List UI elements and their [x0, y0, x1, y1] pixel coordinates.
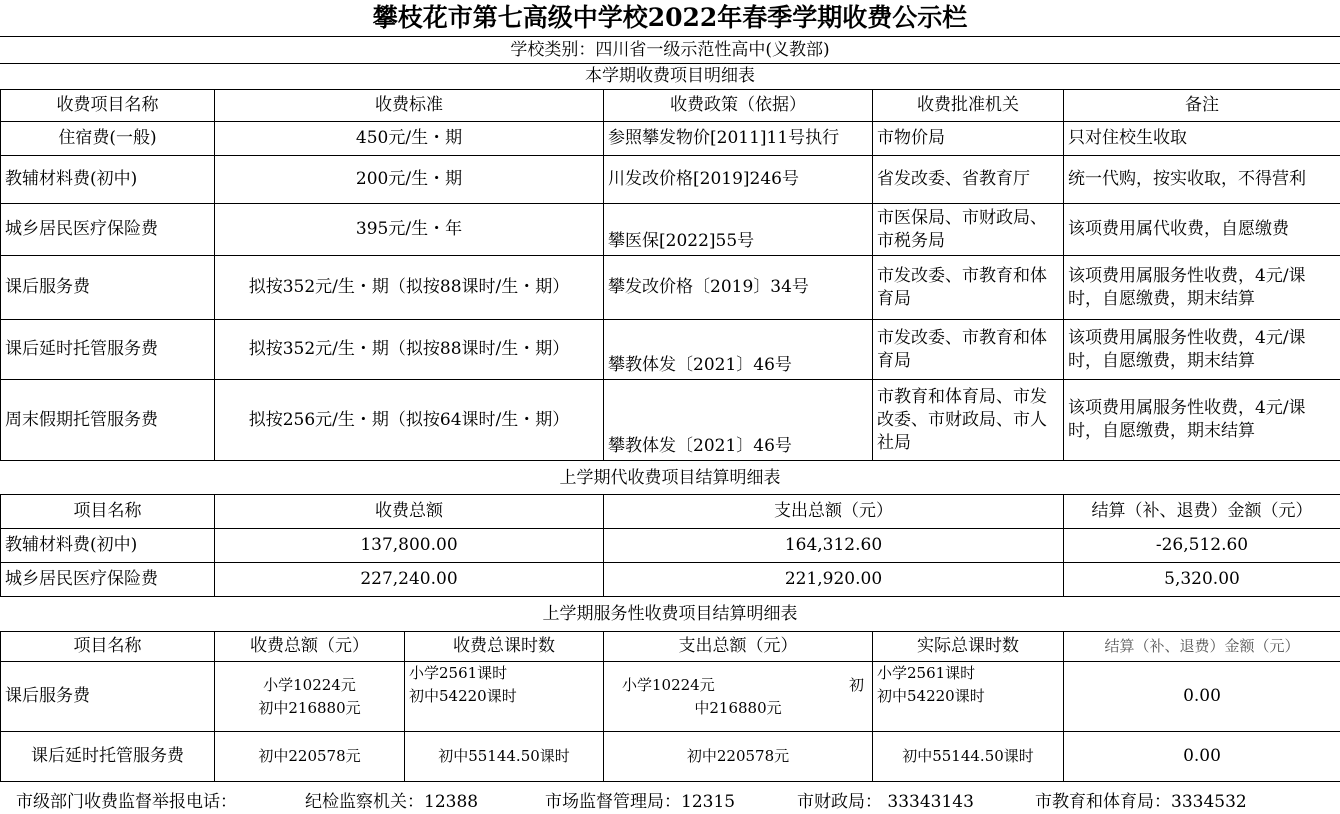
- header-cell: 结算（补、退费）金额（元）: [1064, 495, 1340, 529]
- hotline-label: 市级部门收费监督举报电话：: [16, 792, 237, 812]
- cell: 攀教体发〔2021〕46号: [604, 380, 873, 461]
- cell: 省发改委、省教育厅: [873, 156, 1064, 204]
- cell: 市发改委、市教育和体育局: [873, 320, 1064, 380]
- cell: 只对住校生收取: [1064, 122, 1340, 156]
- cell-line: 中216880元: [694, 698, 782, 717]
- cell-line: 小学2561课时: [877, 664, 976, 682]
- cell-line: [608, 674, 868, 697]
- table-row: [1, 156, 1340, 204]
- cell: 395元/生・年: [215, 204, 604, 256]
- header-cell: 收费总额（元）: [215, 632, 405, 662]
- cell: 221,920.00: [604, 563, 1064, 597]
- table-row: [1, 529, 1340, 563]
- table-row: [1, 204, 1340, 256]
- cell: 该项费用属服务性收费，4元/课时，自愿缴费，期末结算: [1064, 320, 1340, 380]
- cell: 该项费用属服务性收费，4元/课时，自愿缴费，期末结算: [1064, 256, 1340, 320]
- table-row: [1, 256, 1340, 320]
- header-cell: 收费政策（依据）: [604, 90, 873, 122]
- cell-line: 小学10224元: [263, 675, 356, 694]
- cell: 住宿费(一般): [1, 122, 215, 156]
- table3-header-row: [1, 632, 1340, 662]
- table1-header-row: [1, 90, 1340, 122]
- hotline-discipline: 纪检监察机关：12388: [305, 792, 479, 812]
- table3-caption: 上学期服务性收费项目结算明细表: [542, 604, 798, 624]
- cell: 227,240.00: [215, 563, 604, 597]
- cell: -26,512.60: [1064, 529, 1340, 563]
- table1-caption: 本学期收费项目明细表: [585, 66, 755, 86]
- cell: 450元/生・期: [215, 122, 604, 156]
- cell: 城乡居民医疗保险费: [1, 204, 215, 256]
- table2-header-row: [1, 495, 1340, 529]
- header-cell: 项目名称: [1, 632, 215, 662]
- cell: 市教育和体育局、市发改委、市财政局、市人社局: [873, 380, 1064, 461]
- cell: 川发改价格[2019]246号: [604, 156, 873, 204]
- header-cell: 结算（补、退费）金额（元）: [1064, 632, 1340, 662]
- hotline-education: 市教育和体育局：3334532: [1035, 792, 1247, 812]
- cell-line: 小学2561课时: [409, 664, 508, 682]
- hotline-finance: 市财政局： 33343143: [797, 792, 974, 812]
- cell: 市医保局、市财政局、市税务局: [873, 204, 1064, 256]
- cell: 市发改委、市教育和体育局: [873, 256, 1064, 320]
- cell: 200元/生・期: [215, 156, 604, 204]
- page-title: 攀枝花市第七高级中学校2022年春季学期收费公示栏: [372, 3, 968, 32]
- header-cell: 收费标准: [215, 90, 604, 122]
- cell-line: 初中54220课时: [877, 687, 985, 705]
- cell: 拟按352元/生・期（拟按88课时/生・期）: [215, 320, 604, 380]
- cell: 城乡居民医疗保险费: [1, 563, 215, 597]
- cell: 攀教体发〔2021〕46号: [604, 320, 873, 380]
- cell: 攀医保[2022]55号: [604, 204, 873, 256]
- header-cell: 项目名称: [1, 495, 215, 529]
- cell: 市物价局: [873, 122, 1064, 156]
- cell: 拟按256元/生・期（拟按64课时/生・期）: [215, 380, 604, 461]
- cell: 课后服务费: [1, 256, 215, 320]
- hotline-market: 市场监督管理局：12315: [545, 792, 736, 812]
- cell: 初中220578元: [215, 732, 405, 782]
- cell: 课后服务费: [1, 662, 215, 732]
- collection-settlement-table: [0, 494, 1340, 597]
- table-row: [1, 563, 1340, 597]
- header-cell: 收费批准机关: [873, 90, 1064, 122]
- cell: 拟按352元/生・期（拟按88课时/生・期）: [215, 256, 604, 320]
- cell: 初中55144.50课时: [873, 732, 1064, 782]
- service-settlement-table: [0, 631, 1340, 782]
- cell: 137,800.00: [215, 529, 604, 563]
- cell: 攀发改价格〔2019〕34号: [604, 256, 873, 320]
- header-cell: 收费项目名称: [1, 90, 215, 122]
- cell: 该项费用属代收费，自愿缴费: [1064, 204, 1340, 256]
- header-cell: 实际总课时数: [873, 632, 1064, 662]
- school-type: 学校类别：四川省一级示范性高中(义教部): [510, 40, 830, 60]
- table-row: [1, 732, 1340, 782]
- cell: 0.00: [1064, 662, 1340, 732]
- header-cell: 支出总额（元）: [604, 495, 1064, 529]
- header-cell: 收费总课时数: [405, 632, 604, 662]
- header-cell: 备注: [1064, 90, 1340, 122]
- header-cell: 支出总额（元）: [604, 632, 873, 662]
- fee-items-table: [0, 89, 1340, 461]
- cell: 课后延时托管服务费: [1, 320, 215, 380]
- cell: [215, 662, 405, 732]
- cell: 课后延时托管服务费: [1, 732, 215, 782]
- hotline-footer: [0, 790, 1340, 814]
- cell-text: 初: [848, 675, 864, 694]
- cell: [604, 662, 873, 732]
- cell: 该项费用属服务性收费，4元/课时，自愿缴费，期末结算: [1064, 380, 1340, 461]
- cell-line: 初中216880元: [258, 698, 361, 717]
- table-row: [1, 320, 1340, 380]
- cell-line: 初中54220课时: [409, 687, 517, 705]
- table2-caption: 上学期代收费项目结算明细表: [559, 468, 781, 488]
- cell: 初中220578元: [604, 732, 873, 782]
- cell: 参照攀发物价[2011]11号执行: [604, 122, 873, 156]
- table-row: [1, 662, 1340, 732]
- cell: [405, 662, 604, 732]
- cell-text: 小学10224元: [622, 675, 715, 694]
- cell: 教辅材料费(初中): [1, 529, 215, 563]
- cell: [873, 662, 1064, 732]
- cell: 周末假期托管服务费: [1, 380, 215, 461]
- cell: 0.00: [1064, 732, 1340, 782]
- cell: 教辅材料费(初中): [1, 156, 215, 204]
- cell: 统一代购，按实收取，不得营利: [1064, 156, 1340, 204]
- table-row: [1, 122, 1340, 156]
- header-cell: 收费总额: [215, 495, 604, 529]
- cell: 164,312.60: [604, 529, 1064, 563]
- table-row: [1, 380, 1340, 461]
- cell: 5,320.00: [1064, 563, 1340, 597]
- cell: 初中55144.50课时: [405, 732, 604, 782]
